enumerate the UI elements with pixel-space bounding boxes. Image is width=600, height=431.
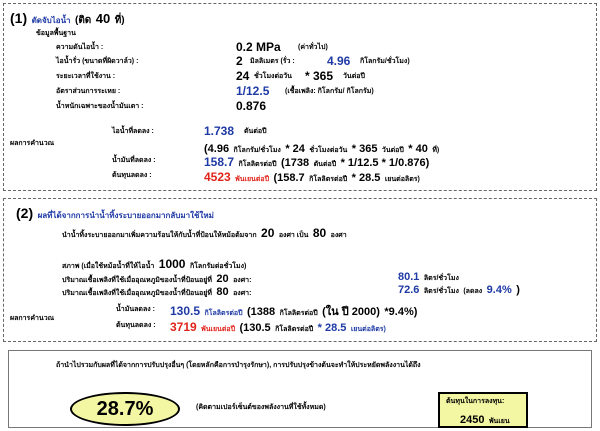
- param-value-leak: 2: [236, 54, 243, 68]
- oil2-label: น้ำมันลดลง :: [116, 306, 155, 313]
- cost2-formula-b-unit: เยนต่อลิตร): [350, 326, 386, 333]
- oil2-value: 130.5: [170, 304, 201, 318]
- investment-cost-value: 2450: [460, 414, 485, 426]
- summary-text: ถ้านำไปรวมกับผลที่ได้จากการปรับปรุงอื่นๆ (โดยหลักคือการบำรุงรักษา), การปรับปรุงข้างต้นจะทำให้ประหยัดพลังงานได้ถึง: [56, 362, 421, 369]
- section-1-subtitle-post: ที่): [114, 15, 125, 26]
- param-label-evaporation: อัตราส่วนการระเหย :: [56, 88, 121, 95]
- param-unit-hours: ชั่วโมงต่อวัน: [254, 73, 292, 80]
- param-value-density: 0.876: [236, 99, 267, 113]
- param-note-evaporation: (เชื้อเพลิง: กิโลกรัม/ กิโลกรัม): [285, 88, 374, 95]
- param-label-leak: ไอน้ำรั่ว (ขนาดที่ผิดวาล์ว) :: [56, 58, 139, 65]
- fuel80-unit: ลิตร/ชั่วโมง: [423, 288, 459, 295]
- cost-reduced-label: ต้นทุนลดลง :: [112, 172, 152, 179]
- section-2-description: [62, 225, 347, 241]
- oil-formula-unit: ตันต่อปี: [313, 161, 337, 168]
- fuel20-label: ปริมาณเชื้อเพลิงที่ใช้เมื่ออุณหภูมิของน้ำที่ป้อนอยู่ที่: [62, 277, 212, 284]
- steam-formula-c-unit: วันต่อปี: [381, 147, 404, 154]
- oil2-unit: กิโลลิตรต่อปี: [204, 310, 243, 317]
- desc-pre: นำน้ำทิ้งระบายออกมาเพิ่มความร้อนให้กับน้ำที่ป้อนให้หม้อต้มจาก: [62, 232, 257, 239]
- oil-reduced-value: 158.7: [204, 155, 235, 169]
- cost2-unit: พันเยนต่อปี: [201, 326, 236, 333]
- fuel80-temp-unit: องศา:: [233, 290, 252, 297]
- cost-formula-b-unit: เยนต่อลิตร): [384, 176, 420, 183]
- investment-cost-unit: พันเยน: [488, 418, 510, 425]
- section-1-subtitle-pre: (ติด: [74, 15, 92, 26]
- param-label-density: น้ำหนักเฉพาะของน้ำมันเตา :: [56, 103, 144, 110]
- param-value-evaporation: 1/12.5: [236, 84, 270, 98]
- savings-percent-badge: [70, 392, 180, 426]
- steam-reduced-unit: ตันต่อปี: [244, 128, 267, 135]
- section-2-title: ผลที่ได้จากการนำน้ำทิ้งระบายออกมากลับมาใช้ใหม่: [37, 211, 214, 220]
- param-label-hours: ระยะเวลาที่ใช้งาน :: [56, 73, 116, 80]
- cost2-formula-unit: กิโลลิตรต่อปี: [275, 326, 314, 333]
- investment-cost-label: ต้นทุนในการลงทุน:: [446, 398, 505, 405]
- param-note-pressure: (ค่าทั่วไป): [298, 44, 328, 51]
- cost-reduced-unit: พันเยนต่อปี: [235, 176, 270, 183]
- oil2-formula-unit: กิโลลิตรต่อปี: [279, 310, 318, 317]
- param-value2-hours: * 365: [305, 69, 334, 83]
- section-1-heading: ข้อมูลพื้นฐาน: [36, 30, 76, 37]
- fuel80-temp: 80: [216, 286, 229, 298]
- fuel20-temp-unit: องศา:: [233, 277, 252, 284]
- fuel80-reduce: (ลดลง: [463, 288, 483, 295]
- steam-formula-a-unit: กิโลกรัม/ชั่วโมง: [233, 147, 281, 154]
- oil-reduced-unit: กิโลลิตรต่อปี: [238, 161, 277, 168]
- section-2-number: (2): [16, 205, 34, 221]
- investment-cost-line: [460, 411, 510, 427]
- param-value2-leak: 4.96: [327, 54, 351, 68]
- oil2-line: [170, 303, 417, 319]
- cost2-label: ต้นทุนลดลง :: [116, 322, 156, 329]
- steam-formula-d-unit: ที่): [432, 147, 440, 154]
- fuel20-temp: 20: [216, 273, 229, 285]
- savings-percent: 28.7%: [96, 397, 154, 420]
- section-1-number: (1): [10, 10, 28, 26]
- desc-from: 20: [261, 226, 275, 240]
- param-note-hours: วันต่อปี: [343, 73, 365, 80]
- cost-formula-unit: กิโลลิตรต่อปี: [309, 176, 348, 183]
- cost2-formula-b: * 28.5: [317, 322, 347, 334]
- desc-post: องศา: [330, 232, 347, 239]
- steam-reduced-label: ไอน้ำที่ลดลง :: [112, 128, 154, 135]
- steam-formula-b: * 24: [285, 143, 305, 155]
- steam-formula-d: * 40: [408, 143, 428, 155]
- oil-formula: (1738: [281, 157, 310, 169]
- section-2-calc-label: ผลการคำนวณ: [10, 315, 55, 322]
- cost-formula-b: * 28.5: [351, 172, 381, 184]
- fuel80-value: 72.6: [398, 284, 420, 296]
- oil2-formula-c: *9.4%): [384, 306, 418, 318]
- oil2-formula: (1388: [247, 306, 276, 318]
- section-1-header: [10, 11, 125, 27]
- steam-reduced-value: 1.738: [204, 124, 235, 138]
- oil2-formula-b: (ใน ปี 2000): [322, 306, 380, 318]
- param-unit-leak: มิลลิเมตร (รั่ว :: [250, 58, 295, 65]
- fuel-80-result: [398, 281, 520, 297]
- oil-reduced-label: น้ำมันที่ลดลง :: [112, 157, 156, 164]
- steam-formula-a: (4.96: [204, 143, 230, 155]
- param-value-pressure: 0.2 MPa: [236, 40, 281, 54]
- fuel20-unit: ลิตร/ชั่วโมง: [423, 275, 459, 282]
- investment-cost-box: [438, 392, 528, 428]
- section-1-calc-label: ผลการคำนวณ: [10, 140, 55, 147]
- cost-reduced-value: 4523: [204, 170, 231, 184]
- cost2-formula: (130.5: [239, 322, 271, 334]
- savings-percent-note: (คิดตามเปอร์เซ็นต์ของพลังงานที่ใช้ทั้งหมด): [196, 404, 326, 411]
- fuel80-close: ): [516, 284, 520, 296]
- cost-formula: (158.7: [273, 172, 305, 184]
- cost2-value: 3719: [170, 320, 197, 334]
- fuel80-pct: 9.4%: [486, 284, 512, 296]
- param-value-hours: 24: [236, 69, 250, 83]
- fuel-80-line: [62, 283, 251, 299]
- oil-formula-rest: * 1/12.5 * 1/0.876): [340, 157, 430, 169]
- cond-unit: กิโลกรัมต่อชั่วโมง): [189, 263, 247, 270]
- desc-mid: องศา เป็น: [278, 232, 309, 239]
- param-note-leak: กิโลกรัม/ชั่วโมง): [360, 58, 410, 65]
- cost-reduced-line: [204, 169, 420, 185]
- section-2-header: [16, 206, 214, 222]
- fuel20-value: 80.1: [398, 271, 420, 283]
- desc-to: 80: [312, 226, 327, 240]
- steam-formula-c: * 365: [351, 143, 378, 155]
- steam-formula-b-unit: ชั่วโมงต่อวัน: [309, 147, 348, 154]
- cond-value: 1000: [158, 257, 186, 271]
- oil-reduced-line: [204, 154, 429, 170]
- cond-pre: สภาพ (เมื่อใช้หม้อน้ำที่ให้ไอน้ำ: [62, 263, 155, 270]
- section-1-title: ตัดจับไอน้ำ: [31, 16, 71, 25]
- section-1-count: 40: [95, 11, 111, 26]
- cost2-line: [170, 319, 386, 335]
- fuel80-label: ปริมาณเชื้อเพลิงที่ใช้เมื่ออุณหภูมิของน้ำที่ป้อนอยู่ที่: [62, 290, 212, 297]
- param-label-pressure: ความดันไอน้ำ :: [56, 44, 104, 51]
